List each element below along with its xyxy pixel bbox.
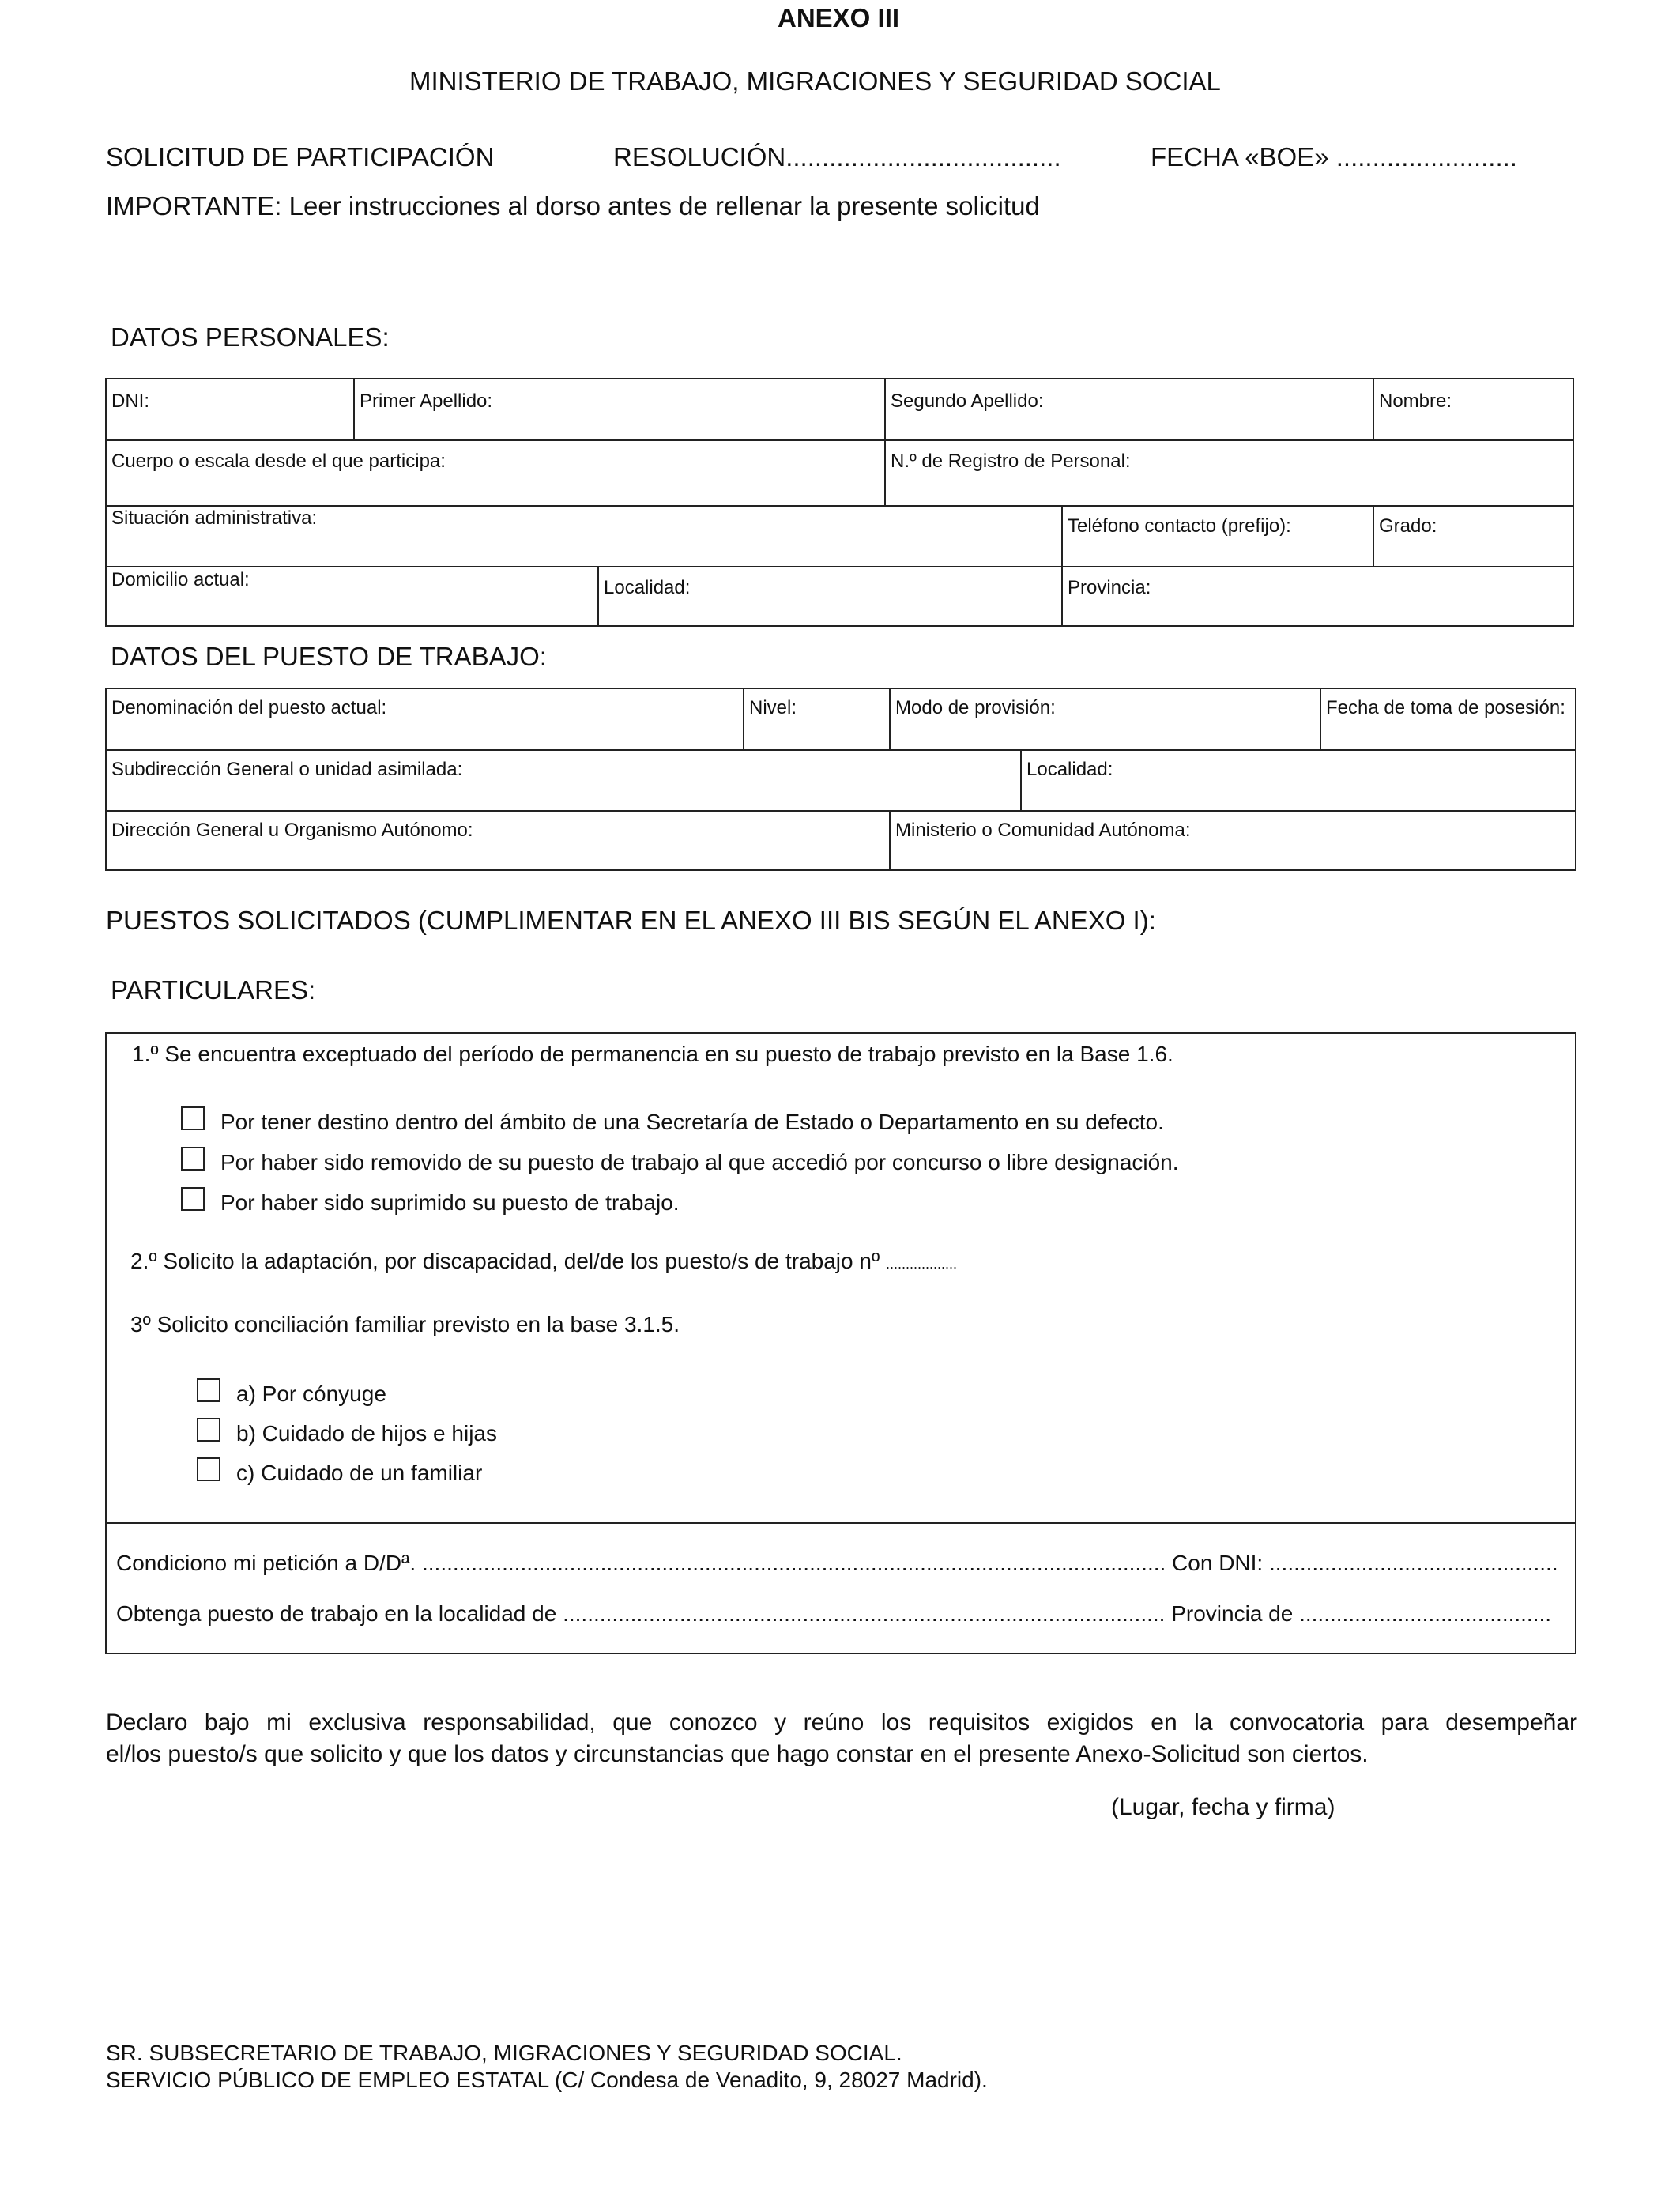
resolution-field: RESOLUCIÓN...................................... xyxy=(613,142,1061,172)
signature-label: (Lugar, fecha y firma) xyxy=(1111,1794,1335,1820)
personal-data-table xyxy=(105,378,1574,627)
current-position-field[interactable]: Denominación del puesto actual: xyxy=(111,697,387,718)
adaptation-text: 2.º Solicito la adaptación, por discapacidad, del/de los puesto/s de trabajo nº xyxy=(130,1249,880,1273)
personal-data-heading: DATOS PERSONALES: xyxy=(111,322,390,352)
conciliation-item: 3º Solicito conciliación familiar previsto en la base 3.1.5. xyxy=(130,1312,680,1336)
footer-line-2: SERVICIO PÚBLICO DE EMPLEO ESTATAL (C/ Condesa de Venadito, 9, 28027 Madrid). xyxy=(106,2068,988,2092)
request-label: SOLICITUD DE PARTICIPACIÓN xyxy=(106,142,495,172)
name-field[interactable]: Nombre: xyxy=(1379,390,1452,412)
level-field[interactable]: Nivel: xyxy=(749,697,797,718)
option-spouse: a) Por cónyuge xyxy=(236,1382,386,1406)
subdirectorate-field[interactable]: Subdirección General o unidad asimilada: xyxy=(111,759,463,780)
registry-number-field[interactable]: N.º de Registro de Personal: xyxy=(891,450,1131,472)
option-secretariat: Por tener destino dentro del ámbito de una Secretaría de Estado o Departamento en su defecto. xyxy=(220,1110,1164,1134)
directorate-field[interactable]: Dirección General u Organismo Autónomo: xyxy=(111,820,473,841)
condition-line[interactable]: Condiciono mi petición a D/Dª. ......................................................................................................................... Con DNI: ............................................... xyxy=(116,1551,1558,1575)
adaptation-item xyxy=(130,1249,957,1274)
ministry-field[interactable]: Ministerio o Comunidad Autónoma: xyxy=(895,820,1191,841)
admin-status-field[interactable]: Situación administrativa: xyxy=(111,507,318,529)
corps-field[interactable]: Cuerpo o escala desde el que participa: xyxy=(111,450,446,472)
checkbox-secretariat[interactable] xyxy=(181,1106,205,1130)
first-surname-field[interactable]: Primer Apellido: xyxy=(360,390,493,412)
obtain-line[interactable]: Obtenga puesto de trabajo en la localidad de .................................................................................................. Provincia de ......................................... xyxy=(116,1601,1552,1626)
job-data-table xyxy=(105,688,1576,871)
possession-date-field[interactable]: Fecha de toma de posesión: xyxy=(1326,697,1565,718)
province-field[interactable]: Provincia: xyxy=(1068,577,1151,598)
option-removed: Por haber sido removido de su puesto de trabajo al que accedió por concurso o libre designación. xyxy=(220,1150,1179,1174)
declaration-line-2: el/los puesto/s que solicito y que los datos y circunstancias que hago constar en el presente Anexo-Solicitud son ciertos. xyxy=(106,1741,1369,1767)
job-locality-field[interactable]: Localidad: xyxy=(1026,759,1113,780)
particulars-heading: PARTICULARES: xyxy=(111,975,316,1005)
requested-positions-heading: PUESTOS SOLICITADOS (CUMPLIMENTAR EN EL ANEXO III BIS SEGÚN EL ANEXO I): xyxy=(106,906,1156,935)
checkbox-family[interactable] xyxy=(197,1457,220,1481)
particulars-table xyxy=(105,1032,1576,1654)
locality-field[interactable]: Localidad: xyxy=(604,577,691,598)
address-field[interactable]: Domicilio actual: xyxy=(111,569,250,590)
checkbox-spouse[interactable] xyxy=(197,1378,220,1402)
phone-field[interactable]: Teléfono contacto (prefijo): xyxy=(1068,515,1291,537)
footer-line-1: SR. SUBSECRETARIO DE TRABAJO, MIGRACIONES Y SEGURIDAD SOCIAL. xyxy=(106,2041,902,2065)
second-surname-field[interactable]: Segundo Apellido: xyxy=(891,390,1044,412)
important-note: IMPORTANTE: Leer instrucciones al dorso antes de rellenar la presente solicitud xyxy=(106,191,1040,221)
job-data-heading: DATOS DEL PUESTO DE TRABAJO: xyxy=(111,642,547,671)
ministry-title: MINISTERIO DE TRABAJO, MIGRACIONES Y SEGURIDAD SOCIAL xyxy=(409,66,1221,96)
option-suppressed: Por haber sido suprimido su puesto de trabajo. xyxy=(220,1190,680,1215)
checkbox-removed[interactable] xyxy=(181,1147,205,1171)
declaration-line-1: Declaro bajo mi exclusiva responsabilidad, que conozco y reúno los requisitos exigidos en la convocatoria para desempeñar xyxy=(106,1710,1577,1736)
provision-mode-field[interactable]: Modo de provisión: xyxy=(895,697,1056,718)
exemption-item: 1.º Se encuentra exceptuado del período de permanencia en su puesto de trabajo previsto en la Base 1.6. xyxy=(132,1042,1173,1066)
checkbox-suppressed[interactable] xyxy=(181,1187,205,1211)
dni-field[interactable]: DNI: xyxy=(111,390,149,412)
option-family: c) Cuidado de un familiar xyxy=(236,1461,483,1485)
grade-field[interactable]: Grado: xyxy=(1379,515,1437,537)
option-children: b) Cuidado de hijos e hijas xyxy=(236,1421,497,1446)
annex-title: ANEXO III xyxy=(778,3,900,32)
checkbox-children[interactable] xyxy=(197,1418,220,1442)
boe-date-field: FECHA «BOE» ......................... xyxy=(1151,142,1517,172)
adaptation-dots[interactable]: .................. xyxy=(885,1256,957,1272)
